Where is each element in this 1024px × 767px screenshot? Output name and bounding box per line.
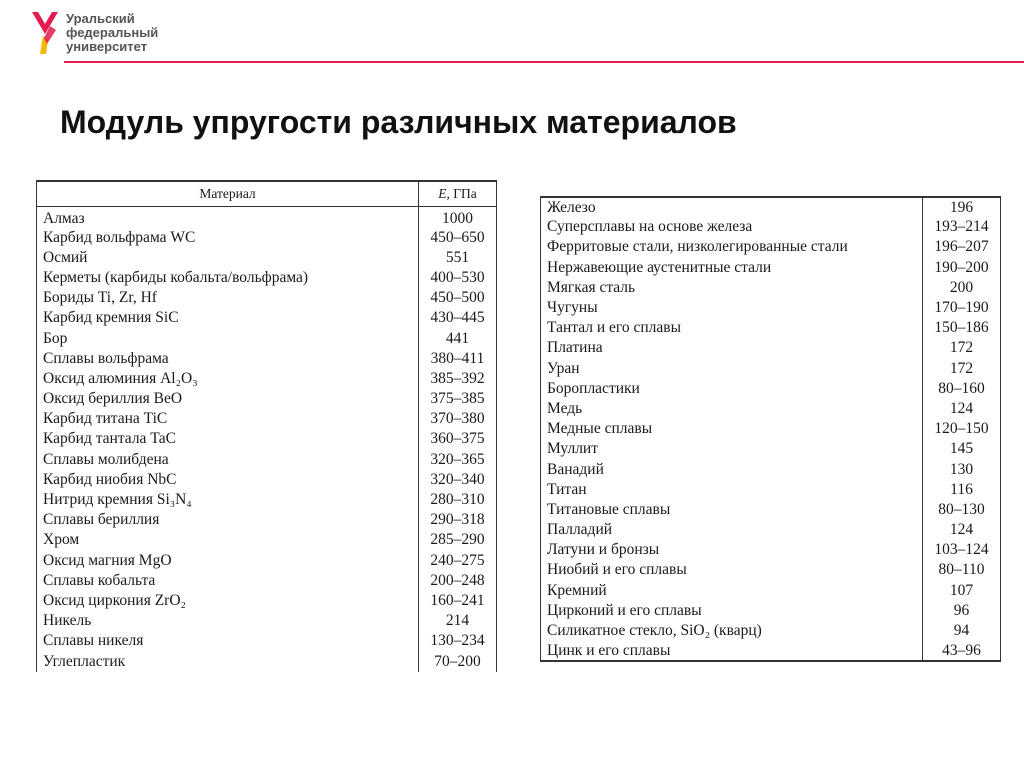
modulus-value: 80–130: [923, 500, 1001, 520]
university-logo: [30, 8, 190, 58]
modulus-value: 172: [923, 359, 1001, 379]
material-name: Цинк и его сплавы: [547, 641, 671, 659]
material-name: Муллит: [547, 440, 599, 458]
modulus-value: 400–530: [419, 268, 497, 288]
modulus-value: 193–214: [923, 217, 1001, 237]
modulus-value: 196–207: [923, 237, 1001, 257]
material-name: Ниобий и его сплавы: [547, 561, 687, 579]
table-body-right: [541, 197, 1001, 661]
table-row: [541, 459, 1001, 479]
modulus-value: 124: [923, 399, 1001, 419]
material-name: Кремний: [547, 581, 607, 599]
table-row: [37, 308, 497, 328]
modulus-value: 130: [923, 459, 1001, 479]
table-row: [541, 480, 1001, 500]
modulus-value: 94: [923, 621, 1001, 641]
modulus-value: 320–340: [419, 470, 497, 490]
modulus-value: 320–365: [419, 450, 497, 470]
table-row: [37, 651, 497, 671]
table-row: [541, 500, 1001, 520]
material-name: Тантал и его сплавы: [547, 319, 682, 337]
table-row: [37, 389, 497, 409]
modulus-value: 172: [923, 338, 1001, 358]
table-row: [541, 298, 1001, 318]
table-row: [37, 470, 497, 490]
material-name: Оксид магния MgO: [43, 551, 172, 569]
logo-text: [66, 12, 158, 54]
material-name: Сплавы кобальта: [43, 571, 156, 589]
modulus-value: 214: [419, 611, 497, 631]
modulus-value: 385–392: [419, 369, 497, 389]
modulus-value: 96: [923, 601, 1001, 621]
table-row: [541, 237, 1001, 257]
table-row: [541, 318, 1001, 338]
material-name: Ферритовые стали, низколегированные стали: [547, 238, 848, 256]
modulus-value: 240–275: [419, 551, 497, 571]
table-row: [37, 611, 497, 631]
table-row: [541, 560, 1001, 580]
table-row: [541, 581, 1001, 601]
table-row: [541, 197, 1001, 217]
header-material: Материал: [37, 181, 419, 206]
modulus-value: 160–241: [419, 591, 497, 611]
modulus-value: 80–160: [923, 379, 1001, 399]
modulus-value: 200: [923, 278, 1001, 298]
modulus-value: 551: [419, 248, 497, 268]
material-name: Суперсплавы на основе железа: [547, 218, 753, 236]
table-row: [37, 631, 497, 651]
material-name: Карбид тантала TaC: [43, 430, 176, 448]
table-row: [37, 288, 497, 308]
material-name: Нержавеющие аустенитные стали: [547, 258, 772, 276]
table-row: [37, 591, 497, 611]
modulus-value: 290–318: [419, 510, 497, 530]
modulus-value: 441: [419, 328, 497, 348]
table-row: [37, 206, 497, 228]
modulus-value: 375–385: [419, 389, 497, 409]
material-name: Медь: [547, 399, 583, 417]
table-row: [37, 490, 497, 510]
table-row: [37, 409, 497, 429]
material-name: Карбид вольфрама WC: [43, 228, 196, 246]
table-row: [541, 359, 1001, 379]
modulus-value: 103–124: [923, 540, 1001, 560]
materials-table-left: [36, 180, 497, 672]
modulus-value: 360–375: [419, 429, 497, 449]
material-name: Железо: [547, 198, 596, 216]
modulus-value: 150–186: [923, 318, 1001, 338]
logo-line: университет: [66, 39, 148, 54]
modulus-value: 120–150: [923, 419, 1001, 439]
table-row: [541, 278, 1001, 298]
material-name: Оксид бериллия BeO: [43, 390, 183, 408]
material-name: Керметы (карбиды кобальта/вольфрама): [43, 268, 309, 286]
table-row: [541, 641, 1001, 661]
table-row: [541, 338, 1001, 358]
material-name: Мягкая сталь: [547, 278, 636, 296]
table-row: [37, 268, 497, 288]
table-row: [541, 399, 1001, 419]
material-name: Никель: [43, 612, 92, 630]
header-value-unit: , ГПа: [446, 185, 477, 201]
material-name: Чугуны: [547, 299, 598, 317]
modulus-value: 370–380: [419, 409, 497, 429]
material-name: Бор: [43, 329, 68, 347]
modulus-value: 43–96: [923, 641, 1001, 661]
modulus-value: 145: [923, 439, 1001, 459]
modulus-value: 450–500: [419, 288, 497, 308]
table-row: [541, 540, 1001, 560]
table-row: [541, 217, 1001, 237]
material-name: Ванадий: [547, 460, 604, 478]
modulus-value: 200–248: [419, 571, 497, 591]
material-name: Хром: [43, 531, 80, 549]
table-row: [541, 601, 1001, 621]
modulus-value: 430–445: [419, 308, 497, 328]
table-row: [37, 571, 497, 591]
material-name: Оксид циркония ZrO₂: [43, 591, 186, 609]
table-row: [541, 621, 1001, 641]
material-name: Латуни и бронзы: [547, 541, 660, 559]
modulus-value: 170–190: [923, 298, 1001, 318]
material-name: Титан: [547, 480, 587, 498]
table-row: [541, 258, 1001, 278]
material-name: Силикатное стекло, SiO₂ (кварц): [547, 622, 762, 640]
table-header-row: [37, 181, 497, 206]
material-name: Бориды Ti, Zr, Hf: [43, 289, 157, 307]
modulus-value: 190–200: [923, 258, 1001, 278]
modulus-value: 1000: [419, 206, 497, 228]
table-row: [37, 551, 497, 571]
material-name: Алмаз: [43, 209, 85, 227]
material-name: Палладий: [547, 521, 613, 539]
table-row: [37, 349, 497, 369]
material-name: Сплавы вольфрама: [43, 349, 169, 367]
material-name: Углепластик: [43, 652, 126, 670]
material-name: Титановые сплавы: [547, 500, 671, 518]
material-name: Цирконий и его сплавы: [547, 601, 702, 619]
modulus-value: 80–110: [923, 560, 1001, 580]
material-name: Оксид алюминия Al₂O₃: [43, 369, 198, 387]
table-row: [37, 530, 497, 550]
header-divider: [64, 61, 1024, 63]
material-name: Боропластики: [547, 379, 640, 397]
materials-table-right: [540, 196, 1001, 662]
material-name: Платина: [547, 339, 603, 357]
urfu-logo-icon: [30, 10, 60, 56]
material-name: Уран: [547, 359, 580, 377]
modulus-value: 70–200: [419, 651, 497, 671]
material-name: Медные сплавы: [547, 420, 653, 438]
header-value: E, ГПа: [419, 181, 497, 206]
material-name: Карбид титана TiC: [43, 410, 168, 428]
table-row: [37, 328, 497, 348]
table-row: [541, 520, 1001, 540]
modulus-value: 196: [923, 197, 1001, 217]
table-row: [541, 419, 1001, 439]
table-row: [37, 450, 497, 470]
material-name: Сплавы молибдена: [43, 450, 169, 468]
material-name: Сплавы бериллия: [43, 511, 160, 529]
modulus-value: 450–650: [419, 228, 497, 248]
modulus-value: 107: [923, 581, 1001, 601]
table-row: [541, 379, 1001, 399]
material-name: Карбид ниобия NbC: [43, 470, 177, 488]
table-row: [37, 228, 497, 248]
table-row: [37, 510, 497, 530]
material-name: Карбид кремния SiC: [43, 309, 179, 327]
table-row: [37, 248, 497, 268]
material-name: Осмий: [43, 248, 88, 266]
table-row: [37, 429, 497, 449]
material-name: Сплавы никеля: [43, 632, 144, 650]
table-row: [37, 369, 497, 389]
table-row: [541, 439, 1001, 459]
modulus-value: 130–234: [419, 631, 497, 651]
modulus-value: 116: [923, 480, 1001, 500]
page-title: Модуль упругости различных материалов: [60, 104, 737, 140]
table-body-left: [37, 206, 497, 672]
modulus-value: 124: [923, 520, 1001, 540]
modulus-value: 285–290: [419, 530, 497, 550]
modulus-value: 280–310: [419, 490, 497, 510]
modulus-value: 380–411: [419, 349, 497, 369]
logo-line: федеральный: [66, 25, 159, 40]
material-name: Нитрид кремния Si₃N₄: [43, 491, 192, 509]
logo-line: Уральский: [66, 11, 135, 26]
